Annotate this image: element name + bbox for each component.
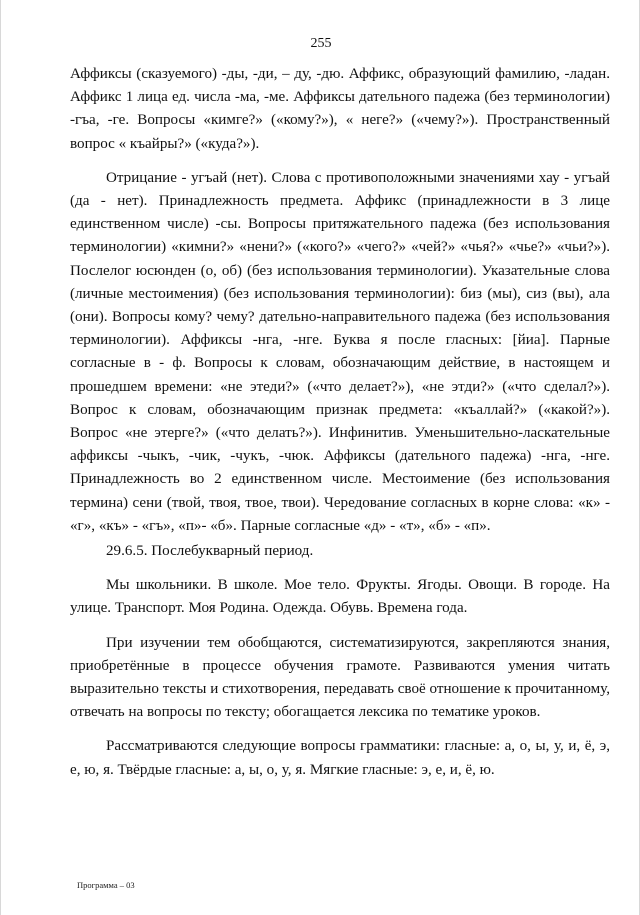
- paragraph-grammar: Рассматриваются следующие вопросы грамматики: гласные: а, о, ы, у, и, ё, э, е, ю, я. Твёрдые гласные: а, ы, о, у, я. Мягкие гласные: э, е, и, ё, ю.: [70, 738, 610, 778]
- paragraph-study: При изучении тем обобщаются, систематизируются, закрепляются знания, приобретённые в процессе обучения грамоте. Развиваются умения читать выразительно тексты и стихотворения, передавать своё отношение к прочитанному, отвечать на вопросы по тексту; обогащается лексика по тематике уроков.: [70, 634, 610, 721]
- footer-label: Программа – 03: [77, 880, 135, 890]
- page-number: 255: [310, 36, 332, 51]
- paragraph-topics: Мы школьники. В школе. Мое тело. Фрукты. Ягоды. Овощи. В городе. На улице. Транспорт. Моя Родина. Одежда. Обувь. Времена года.: [70, 577, 610, 617]
- body-text: [70, 63, 610, 782]
- paragraph-affixes: Аффиксы (сказуемого) -ды, -ди, – ду, -дю. Аффикс, образующий фамилию, -ладан. Аффикс 1 лица ед. числа -ма, -ме. Аффиксы дательного падежа (без терминологии) -гъа, -ге. Вопросы «кимге?» («кому?»), « неге?» («чему?»). Пространственный вопрос « къайры?» («куда?»).: [70, 66, 610, 152]
- paragraph-negation: Отрицание - угъай (нет). Слова с противоположными значениями хау - угъай (да - нет). Принадлежность предмета. Аффикс (принадлежности в 3 лице единственном числе) -сы. Вопросы притяжательного падежа (без использования терминологии) «кимни?» «нени?» («кого?» «чего?» «чей?» «чья?» «чье?» «чьи?»). Послелог юсюнден (о, об) (без использования терминологии). Указательные слова (личные местоимения) (без использования терминологии): биз (мы), сиз (вы), ала (они). Вопросы кому? чему? дательно-направительного падежа (без использования терминологии). Аффиксы -нга, -нге. Буква я после гласных: [йиа]. Парные согласные в - ф. Вопросы к словам, обозначающим действие, в настоящем и прошедшем времени: «не этеди?» («что делает?»), «не этди?» («что сделал?»). Вопрос к словам, обозначающим признак предмета: «къаллай?» («какой?»). Вопрос «не этерге?» («что делать?»). Инфинитив. Уменьшительно-ласкательные аффиксы -чыкъ, -чик, -чукъ, -чюк. Аффиксы (дательного падежа) -нга, -нге. Принадлежность во 2 единственном числе. Местоимение (без использования термина) сени (твой, твоя, твое, твои). Чередование согласных в корне слова: «к» - «г», «къ» - «гъ», «п»- «б». Парные согласные «д» - «т», «б» - «п».: [70, 169, 610, 534]
- section-heading: 29.6.5. Послебукварный период.: [106, 543, 314, 560]
